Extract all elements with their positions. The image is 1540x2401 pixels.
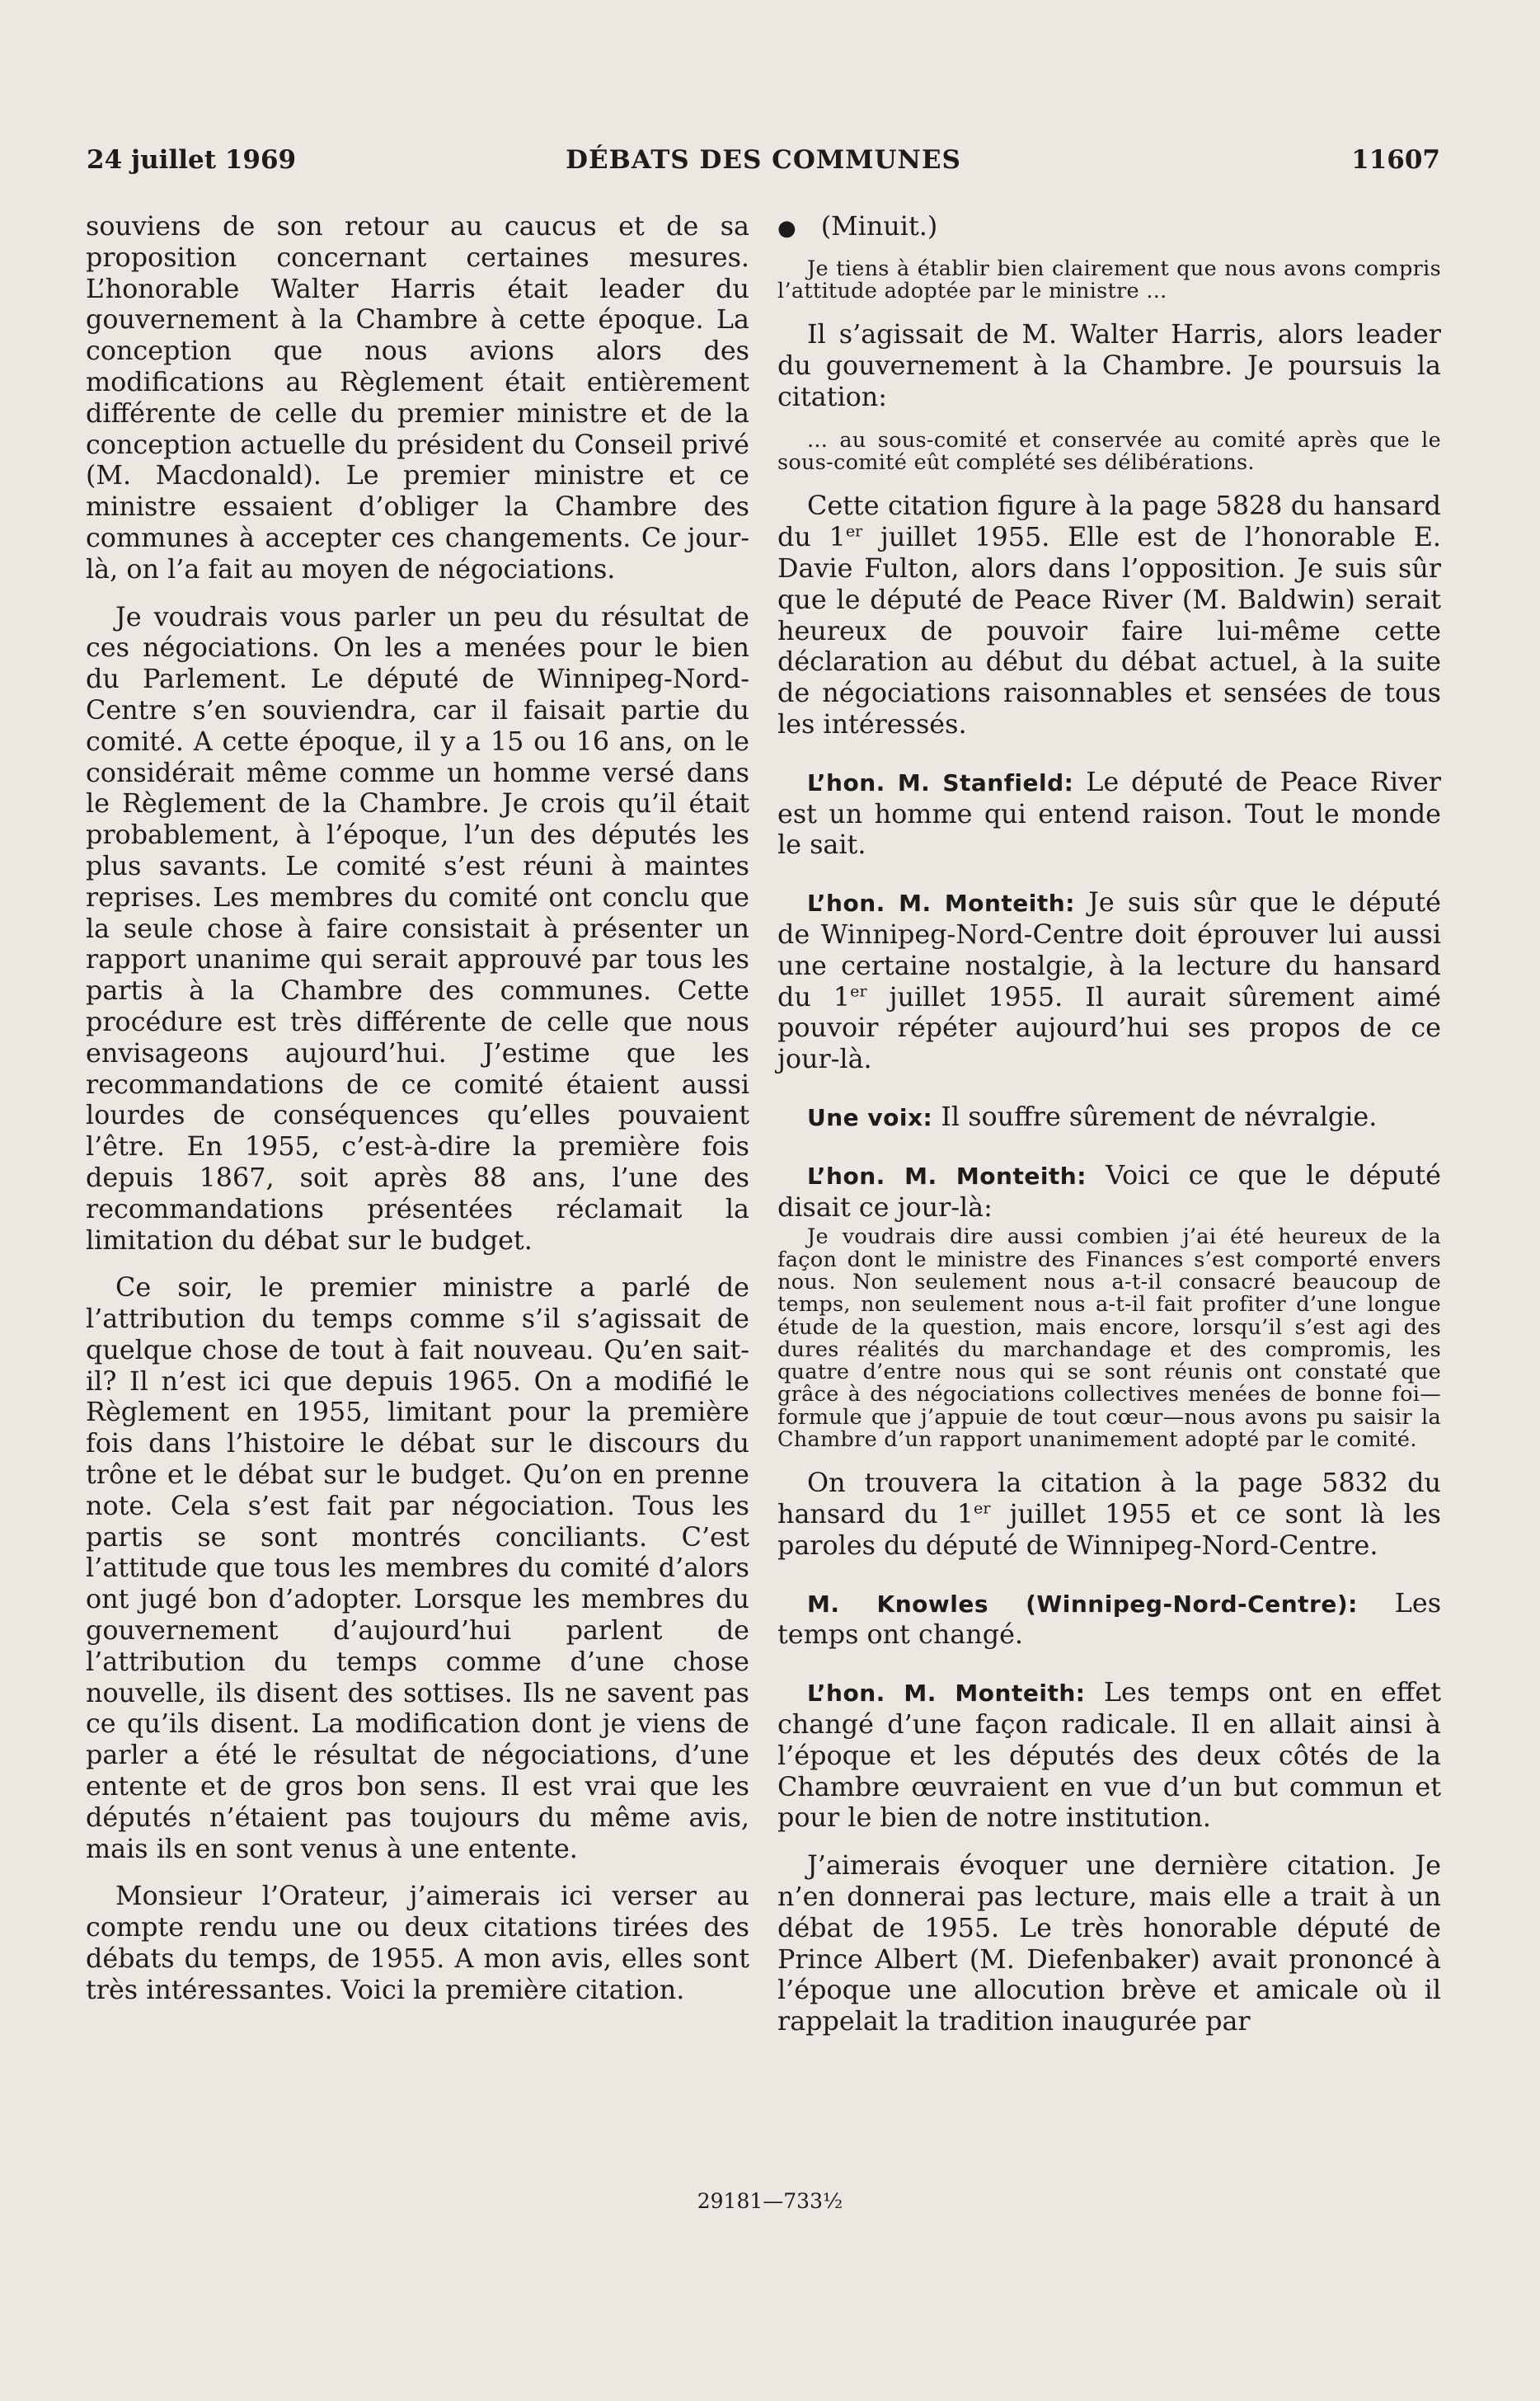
paragraph: Il s’agissait de M. Walter Harris, alors leader du gouvernement à la Chambre. Je poursuis la citation: [777, 319, 1441, 412]
paragraph: Monsieur l’Orateur, j’aimerais ici verser au compte rendu une ou deux citations tirées des débats du temps, de 1955. A mon avis, elles sont très intéressantes. Voici la première citation. [86, 1881, 749, 2005]
speaker-name: L’hon. M. Monteith: [807, 1162, 1087, 1190]
speech [777, 1677, 1441, 1834]
speech [777, 887, 1441, 1075]
speaker-name: L’hon. M. Monteith: [807, 1680, 1086, 1708]
text-run: juillet 1955 et ce sont là les paroles du député de Winnipeg-Nord-Centre. [777, 1499, 1441, 1561]
speech [777, 1588, 1441, 1652]
speaker-name: M. Knowles (Winnipeg-Nord-Centre): [807, 1590, 1358, 1618]
quotation: Je voudrais dire aussi combien j’ai été heureux de la façon dont le ministre des Finances s’est comporté envers nous. Non seulement nous a-t-il consacré beaucoup de temps, non seulement nous a-t-il fait profiter d’une longue étude de la question, mais encore, lorsqu’il s’est agi des dures réalités du marchandage et des compromis, les quatre d’entre nous qui se sont réunis ont constaté que grâce à des négociations collectives menées de bonne foi—formule que j’appuie de tout cœur—nous avons pu saisir la Chambre d’un rapport unanimement adopté par le comité. [777, 1224, 1441, 1452]
paragraph [777, 491, 1441, 740]
speech-text: Il souffre sûrement de névralgie. [932, 1101, 1378, 1132]
quotation: ... au sous-comité et conservée au comité après que le sous-comité eût complété ses délibérations. [777, 427, 1441, 476]
superscript: er [850, 981, 867, 1000]
left-column [86, 211, 749, 2023]
paragraph [777, 1468, 1441, 1561]
speech-text: juillet 1955. Il aurait sûrement aimé pouvoir répéter aujourd’hui ses propos de ce jour-là. [777, 981, 1441, 1075]
speech-text: Voici ce que le député disait ce jour-là: [777, 1159, 1442, 1223]
text-run: juillet 1955. Elle est de l’honorable E. Davie Fulton, alors dans l’opposition. Je suis sûr que le député de Peace River (M. Baldwin) serait heureux de pouvoir faire lui-même cette déclaration au début du débat actuel, à la suite de négociations raisonnables et sensées de tous les intéressés. [777, 522, 1442, 740]
paragraph: Je voudrais vous parler un peu du résultat de ces négociations. On les a menées pour le bien du Parlement. Le député de Winnipeg-Nord-Centre s’en souviendra, car il faisait partie du comité. A cette époque, il y a 15 ou 16 ans, on le considérait même comme un homme versé dans le Règlement de la Chambre. Je crois qu’il était probablement, à l’époque, l’un des députés les plus savants. Le comité s’est réuni à maintes reprises. Les membres du comité ont conclu que la seule chose à faire consistait à présenter un rapport unanime qui serait approuvé par tous les partis à la Chambre des communes. Cette procédure est très différente de celle que nous envisageons aujourd’hui. J’estime que les recommandations de ce comité étaient aussi lourdes de conséquences qu’elles pouvaient l’être. En 1955, c’est-à-dire la première fois depuis 1867, soit après 88 ans, l’une des recommandations présentées réclamait la limitation du débat sur le budget. [86, 601, 749, 1256]
speaker-name: L’hon. M. Stanfield: [807, 768, 1074, 796]
quotation: Je tiens à établir bien clairement que nous avons compris l’attitude adoptée par le ministre ... [777, 256, 1441, 304]
text-run: On trouvera la citation à la page 5832 du hansard du 1 [777, 1468, 1441, 1530]
speech-text: Les temps ont changé. [777, 1587, 1442, 1651]
time-marker [777, 211, 1441, 245]
footer-code: 29181—733½ [697, 2189, 843, 2213]
page-number: 11607 [1351, 145, 1440, 175]
speech [777, 1160, 1441, 1224]
speech-text: Les temps ont en effet changé d’une façon radicale. Il en allait ainsi à l’époque et les députés des deux côtés de la Chambre œuvraient en vue d’un but commun et pour le bien de notre institution. [777, 1677, 1441, 1834]
speaker-name: Une voix: [807, 1103, 933, 1131]
superscript: er [974, 1499, 991, 1518]
speech [777, 1102, 1441, 1134]
right-column [777, 211, 1441, 2054]
superscript: er [845, 522, 863, 541]
text-run: Cette citation figure à la page 5828 du hansard du 1 [777, 491, 1441, 553]
header-title: DÉBATS DES COMMUNES [566, 145, 961, 175]
speech [777, 767, 1441, 861]
header-date: 24 juillet 1969 [87, 145, 297, 175]
paragraph: Ce soir, le premier ministre a parlé de l’attribution du temps comme s’il s’agissait de quelque chose de tout à fait nouveau. Qu’en sait-il? Il n’est ici que depuis 1965. On a modifié le Règlement en 1955, limitant pour la première fois dans l’histoire le débat sur le discours du trône et le débat sur le budget. Qu’on en prenne note. Cela s’est fait par négociation. Tous les partis se sont montrés conciliants. C’est l’attitude que tous les membres du comité d’alors ont jugé bon d’adopter. Lorsque les membres du gouvernement d’aujourd’hui parlent de l’attribution du temps comme d’une chose nouvelle, ils disent des sottises. Ils ne savent pas ce qu’ils disent. La modification dont je viens de parler a été le résultat de négociations, d’une entente et de gros bon sens. Il est vrai que les députés n’étaient pas toujours du même avis, mais ils en sont venus à une entente. [86, 1272, 749, 1864]
page-header [87, 145, 1440, 181]
bullet-icon: ● [777, 216, 796, 241]
speaker-name: L’hon. M. Monteith: [807, 890, 1075, 918]
speech-text: Je suis sûr que le député de Winnipeg-Nord-Centre doit éprouver lui aussi une certaine nostalgie, à la lecture du hansard du 1 [777, 887, 1441, 1013]
paragraph: souviens de son retour au caucus et de sa proposition concernant certaines mesures. L’honorable Walter Harris était leader du gouvernement à la Chambre à cette époque. La conception que nous avions alors des modifications au Règlement était entièrement différente de celle du premier ministre et de la conception actuelle du président du Conseil privé (M. Macdonald). Le premier ministre et ce ministre essaient d’obliger la Chambre des communes à accepter ces changements. Ce jour-là, on l’a fait au moyen de négociations. [86, 211, 749, 585]
paragraph: J’aimerais évoquer une dernière citation. Je n’en donnerai pas lecture, mais elle a trait à un débat de 1955. Le très honorable député de Prince Albert (M. Diefenbaker) avait prononcé à l’époque une allocution brève et amicale où il rappelait la tradition inaugurée par [777, 1850, 1441, 2037]
time-marker-text: (Minuit.) [820, 211, 938, 242]
speech-text: Le député de Peace River est un homme qui entend raison. Tout le monde le sait. [777, 766, 1441, 861]
